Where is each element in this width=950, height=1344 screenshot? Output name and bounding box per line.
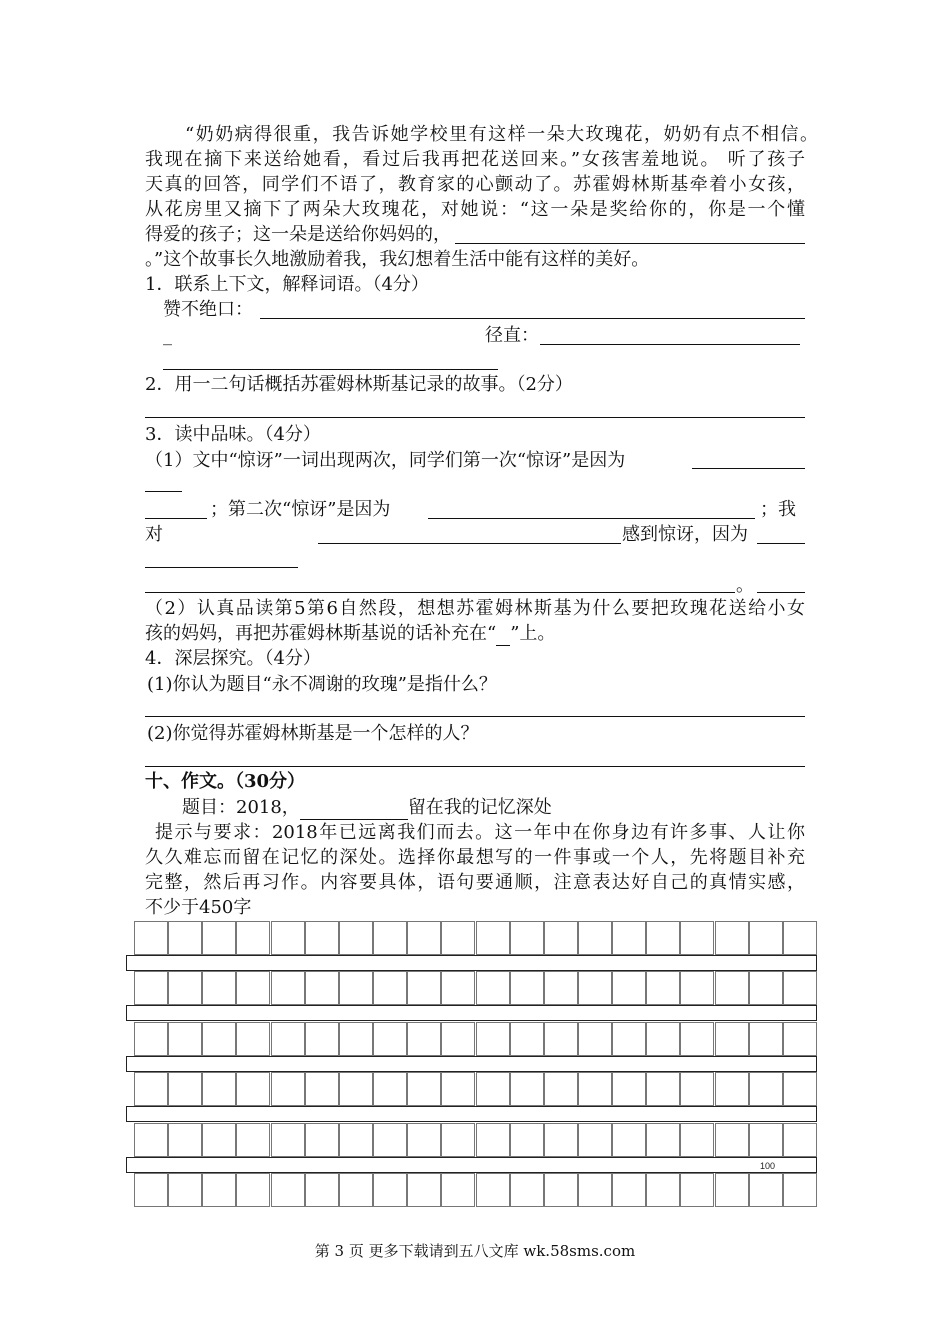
grid-cell[interactable] [612,971,646,1005]
grid-cell[interactable] [749,921,783,955]
grid-cell[interactable] [202,1123,236,1157]
essay-requirements: 不少于450字 [145,897,252,918]
grid-cell[interactable] [441,971,475,1005]
answer-blank[interactable] [496,625,510,646]
text: 孩的妈妈，再把苏霍姆林斯基说的话补充在“ [145,623,497,644]
grid-cell[interactable] [749,1173,783,1207]
grid-cell[interactable] [680,1123,714,1157]
grid-cell[interactable] [544,1123,578,1157]
grid-cell[interactable] [168,1072,202,1106]
grid-cell[interactable] [271,1072,305,1106]
grid-cell[interactable] [134,1123,168,1157]
grid-cell[interactable] [202,1173,236,1207]
question-3-part-1-e: 感到惊讶，因为 [622,524,748,545]
passage-line: “奶奶病得很重，我告诉她学校里有这样一朵大玫瑰花，奶奶有点不相信。 [185,124,818,145]
grid-cell[interactable] [407,921,441,955]
grid-cell[interactable] [134,1022,168,1056]
grid-cell[interactable] [749,1072,783,1106]
grid-cell[interactable] [134,1173,168,1207]
grid-cell[interactable] [680,971,714,1005]
grid-cell[interactable] [783,1072,817,1106]
grid-cell[interactable] [407,1022,441,1056]
text: 题目：2018， [182,797,300,818]
grid-cell[interactable] [305,1022,339,1056]
question-3-part-1-d: 对 [145,524,163,545]
grid-cell[interactable] [305,921,339,955]
grid-cell[interactable] [373,1022,407,1056]
grid-cell[interactable] [236,1123,270,1157]
essay-title: 十、作文。（30分） [145,771,306,792]
passage-line: 从花房里又摘下了两朵大玫瑰花，对她说：“这一朵是奖给你的，你是一个懂 [145,199,805,220]
grid-row-spacer [126,955,817,971]
passage-line: 天真的回答，同学们不语了，教育家的心颤动了。苏霍姆林斯基牵着小女孩， [145,174,805,195]
grid-cell[interactable] [783,921,817,955]
answer-blank[interactable] [428,518,755,519]
grid-cell[interactable] [578,1072,612,1106]
grid-cell[interactable] [236,921,270,955]
grid-cell[interactable] [441,1022,475,1056]
text: 留在我的记忆深处 [407,797,552,818]
grid-cell[interactable] [578,1123,612,1157]
essay-requirements: 完整，然后再习作。内容要具体，语句要通顺，注意表达好自己的真情实感， [145,872,805,893]
grid-cell[interactable] [510,1022,544,1056]
grid-cell[interactable] [407,1123,441,1157]
answer-blank[interactable] [540,344,800,345]
grid-cell[interactable] [680,1022,714,1056]
grid-cell[interactable] [441,1072,475,1106]
passage-line [145,223,451,247]
word-count-marker: 100 [760,1161,776,1171]
essay-requirements: 提示与要求：2018年已远离我们而去。这一年中在你身边有许多事、人让你 [155,822,805,843]
grid-cell[interactable] [271,1173,305,1207]
topic-blank[interactable] [300,799,408,820]
grid-cell[interactable] [339,1123,373,1157]
grid-cell[interactable] [236,1072,270,1106]
blank-dash: _ [163,325,172,346]
grid-cell[interactable] [578,1173,612,1207]
passage-text: 得爱的孩子；这一朵是送给你妈妈的， [145,224,451,245]
question-3-part-2-b [145,622,555,646]
grid-cell[interactable] [646,1123,680,1157]
grid-cell[interactable] [783,1173,817,1207]
grid-cell[interactable] [168,921,202,955]
grid-cell[interactable] [715,1123,749,1157]
question-1-title: 1．联系上下文，解释词语。（4分） [145,274,429,295]
grid-cell[interactable] [202,1022,236,1056]
answer-blank[interactable] [145,766,805,767]
grid-cell[interactable] [407,1072,441,1106]
question-3-part-1-f: 。 [736,575,754,596]
grid-cell[interactable] [305,1173,339,1207]
grid-cell[interactable] [646,971,680,1005]
grid-cell[interactable] [510,1123,544,1157]
grid-cell[interactable] [168,1123,202,1157]
grid-cell[interactable] [476,921,510,955]
answer-blank[interactable] [318,543,621,544]
grid-cell[interactable] [510,1072,544,1106]
grid-cell[interactable] [578,971,612,1005]
grid-cell[interactable] [373,921,407,955]
answer-blank[interactable] [163,369,498,370]
answer-blank[interactable] [145,417,805,418]
grid-cell[interactable] [544,921,578,955]
grid-cell[interactable] [612,1072,646,1106]
grid-cell[interactable] [544,971,578,1005]
answer-blank[interactable] [145,592,735,593]
grid-cell[interactable] [236,1173,270,1207]
grid-cell[interactable] [783,1022,817,1056]
grid-cell[interactable] [578,921,612,955]
question-2-title: 2．用一二句话概括苏霍姆林斯基记录的故事。（2分） [145,374,573,395]
grid-cell[interactable] [544,1173,578,1207]
grid-cell[interactable] [168,1173,202,1207]
grid-cell[interactable] [271,1022,305,1056]
grid-cell[interactable] [373,1123,407,1157]
grid-cell[interactable] [510,921,544,955]
grid-cell[interactable] [544,1022,578,1056]
grid-cell[interactable] [680,1072,714,1106]
grid-row-spacer [126,1157,817,1173]
grid-cell[interactable] [476,1072,510,1106]
grid-cell[interactable] [749,1022,783,1056]
grid-cell[interactable] [134,921,168,955]
grid-cell[interactable] [783,1123,817,1157]
grid-cell[interactable] [715,971,749,1005]
grid-cell[interactable] [476,1173,510,1207]
grid-cell[interactable] [544,1072,578,1106]
grid-cell[interactable] [271,971,305,1005]
grid-cell[interactable] [612,1123,646,1157]
passage-line: 我现在摘下来送给她看，看过后我再把花送回来。”女孩害羞地说。 听了孩子 [145,149,805,170]
grid-cell[interactable] [202,921,236,955]
question-4-sub-2: (2)你觉得苏霍姆林斯基是一个怎样的人？ [147,723,479,744]
grid-cell[interactable] [339,1072,373,1106]
grid-cell[interactable] [715,921,749,955]
word-2-label: 径直： [485,325,539,346]
grid-cell[interactable] [476,1123,510,1157]
grid-cell[interactable] [407,1173,441,1207]
question-3-part-2: （2）认真品读第5第6自然段，想想苏霍姆林斯基为什么要把玫瑰花送给小女 [145,598,805,619]
grid-cell[interactable] [783,971,817,1005]
answer-blank[interactable] [145,491,182,492]
grid-cell[interactable] [134,971,168,1005]
answer-blank[interactable] [145,716,805,717]
grid-cell[interactable] [202,1072,236,1106]
grid-cell[interactable] [271,1123,305,1157]
grid-cell[interactable] [168,971,202,1005]
grid-cell[interactable] [715,1173,749,1207]
grid-row-spacer [126,1106,817,1122]
question-3-part-1-b: ；第二次“惊讶”是因为 [210,499,391,520]
essay-requirements: 久久难忘而留在记忆的深处。选择你最想写的一件事或一个人，先将题目补充 [145,847,805,868]
grid-cell[interactable] [476,1022,510,1056]
grid-cell[interactable] [749,1123,783,1157]
answer-blank[interactable] [692,468,805,469]
grid-cell[interactable] [578,1022,612,1056]
grid-cell[interactable] [612,921,646,955]
answer-blank[interactable] [145,567,298,568]
grid-cell[interactable] [305,971,339,1005]
grid-cell[interactable] [646,921,680,955]
grid-cell[interactable] [646,1173,680,1207]
text: ”上。 [510,623,556,644]
grid-cell[interactable] [339,1022,373,1056]
grid-cell[interactable] [510,971,544,1005]
grid-cell[interactable] [236,971,270,1005]
grid-cell[interactable] [715,1072,749,1106]
grid-cell[interactable] [749,971,783,1005]
grid-cell[interactable] [715,1022,749,1056]
passage-line: 。”这个故事长久地激励着我，我幻想着生活中能有这样的美好。 [145,249,650,270]
grid-cell[interactable] [441,921,475,955]
grid-cell[interactable] [305,1123,339,1157]
grid-cell[interactable] [339,921,373,955]
grid-cell[interactable] [373,1173,407,1207]
grid-cell[interactable] [612,1173,646,1207]
essay-topic [182,796,552,820]
grid-cell[interactable] [612,1022,646,1056]
answer-blank[interactable] [260,318,805,319]
grid-cell[interactable] [510,1173,544,1207]
grid-row-spacer [126,1005,817,1021]
grid-cell[interactable] [339,1173,373,1207]
grid-cell[interactable] [646,1072,680,1106]
grid-cell[interactable] [339,971,373,1005]
question-4-sub-1: (1)你认为题目“永不凋谢的玫瑰”是指什么？ [147,674,497,695]
grid-cell[interactable] [680,1173,714,1207]
question-3-title: 3．读中品味。（4分） [145,424,321,445]
question-3-part-1: （1）文中“惊讶”一词出现两次，同学们第一次“惊讶”是因为 [145,450,626,471]
grid-cell[interactable] [646,1022,680,1056]
question-4-title: 4．深层探究。（4分） [145,648,321,669]
page-footer: 第 3 页 更多下载请到五八文库 wk.58sms.com [314,1242,636,1260]
grid-cell[interactable] [202,971,236,1005]
answer-blank[interactable] [757,543,805,544]
answer-blank[interactable] [455,243,805,244]
grid-cell[interactable] [476,971,510,1005]
grid-cell[interactable] [373,1072,407,1106]
grid-cell[interactable] [134,1072,168,1106]
grid-cell[interactable] [680,921,714,955]
grid-cell[interactable] [441,1123,475,1157]
grid-cell[interactable] [271,921,305,955]
grid-cell[interactable] [441,1173,475,1207]
grid-row-spacer [126,1056,817,1072]
grid-cell[interactable] [407,971,441,1005]
word-1-label: 赞不绝口： [163,299,253,320]
grid-cell[interactable] [168,1022,202,1056]
question-3-part-1-c: ；我 [760,499,796,520]
grid-cell[interactable] [236,1022,270,1056]
answer-blank[interactable] [757,592,805,593]
grid-cell[interactable] [305,1072,339,1106]
grid-cell[interactable] [373,971,407,1005]
answer-blank[interactable] [145,518,207,519]
